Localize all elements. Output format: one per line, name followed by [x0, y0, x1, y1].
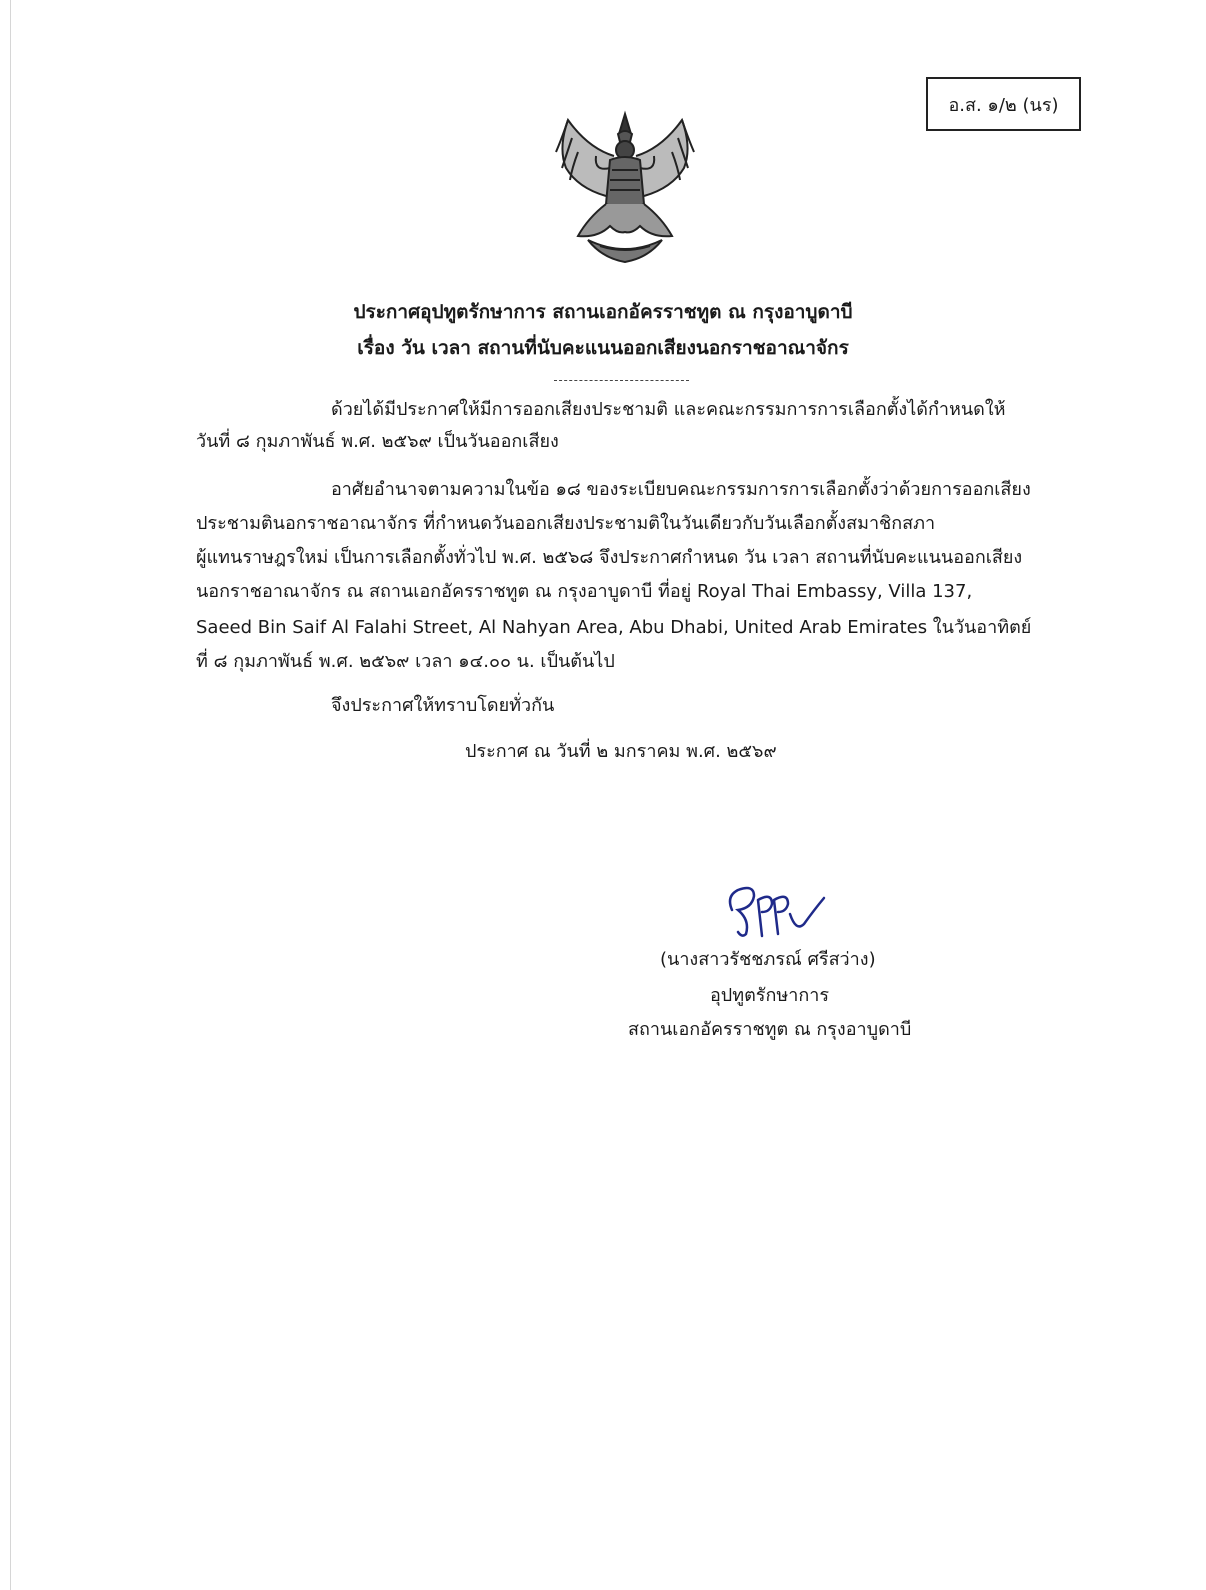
page-edge [10, 0, 11, 1590]
paragraph-2-line-4: นอกราชอาณาจักร ณ สถานเอกอัครราชทูต ณ กรุงอาบูดาบี ที่อยู่ Royal Thai Embassy, Villa 137, [196, 581, 973, 602]
paragraph-2-line-3: ผู้แทนราษฎรใหม่ เป็นการเลือกตั้งทั่วไป พ.ศ. ๒๕๖๘ จึงประกาศกำหนด วัน เวลา สถานที่นับคะแนนออกเสียง [196, 547, 1023, 568]
paragraph-2-line-6: ที่ ๘ กุมภาพันธ์ พ.ศ. ๒๕๖๙ เวลา ๑๔.๐๐ น. เป็นต้นไป [196, 651, 615, 672]
signatory-office: สถานเอกอัครราชทูต ณ กรุงอาบูดาบี [628, 1019, 912, 1040]
paragraph-2-line-2: ประชามตินอกราชอาณาจักร ที่กำหนดวันออกเสียงประชามติในวันเดียวกับวันเลือกตั้งสมาชิกสภา [196, 513, 936, 534]
paragraph-1-line-2: วันที่ ๘ กุมภาพันธ์ พ.ศ. ๒๕๖๙ เป็นวันออกเสียง [196, 431, 559, 452]
signatory-name: (นางสาวรัชชภรณ์ ศรีสว่าง) [660, 949, 876, 970]
signatory-position: อุปทูตรักษาการ [710, 985, 830, 1006]
announcement-date: ประกาศ ณ วันที่ ๒ มกราคม พ.ศ. ๒๕๖๙ [465, 741, 777, 762]
form-code-box: อ.ส. ๑/๒ (นร) [926, 77, 1081, 131]
title-divider [554, 380, 689, 381]
garuda-emblem-icon [548, 108, 703, 266]
paragraph-2-line-5: Saeed Bin Saif Al Falahi Street, Al Nahyan Area, Abu Dhabi, United Arab Emirates ในวันอาทิตย์ [196, 617, 1032, 638]
announcement-title: ประกาศอุปทูตรักษาการ สถานเอกอัครราชทูต ณ กรุงอาบูดาบี [353, 301, 853, 323]
paragraph-2-line-1: อาศัยอำนาจตามความในข้อ ๑๘ ของระเบียบคณะกรรมการการเลือกตั้งว่าด้วยการออกเสียง [331, 479, 1031, 500]
handwritten-signature [724, 880, 826, 942]
closing-statement: จึงประกาศให้ทราบโดยทั่วกัน [331, 695, 555, 716]
paragraph-1-line-1: ด้วยได้มีประกาศให้มีการออกเสียงประชามติ และคณะกรรมการการเลือกตั้งได้กำหนดให้ [331, 399, 1006, 420]
announcement-subject: เรื่อง วัน เวลา สถานที่นับคะแนนออกเสียงนอกราชอาณาจักร [357, 337, 849, 359]
